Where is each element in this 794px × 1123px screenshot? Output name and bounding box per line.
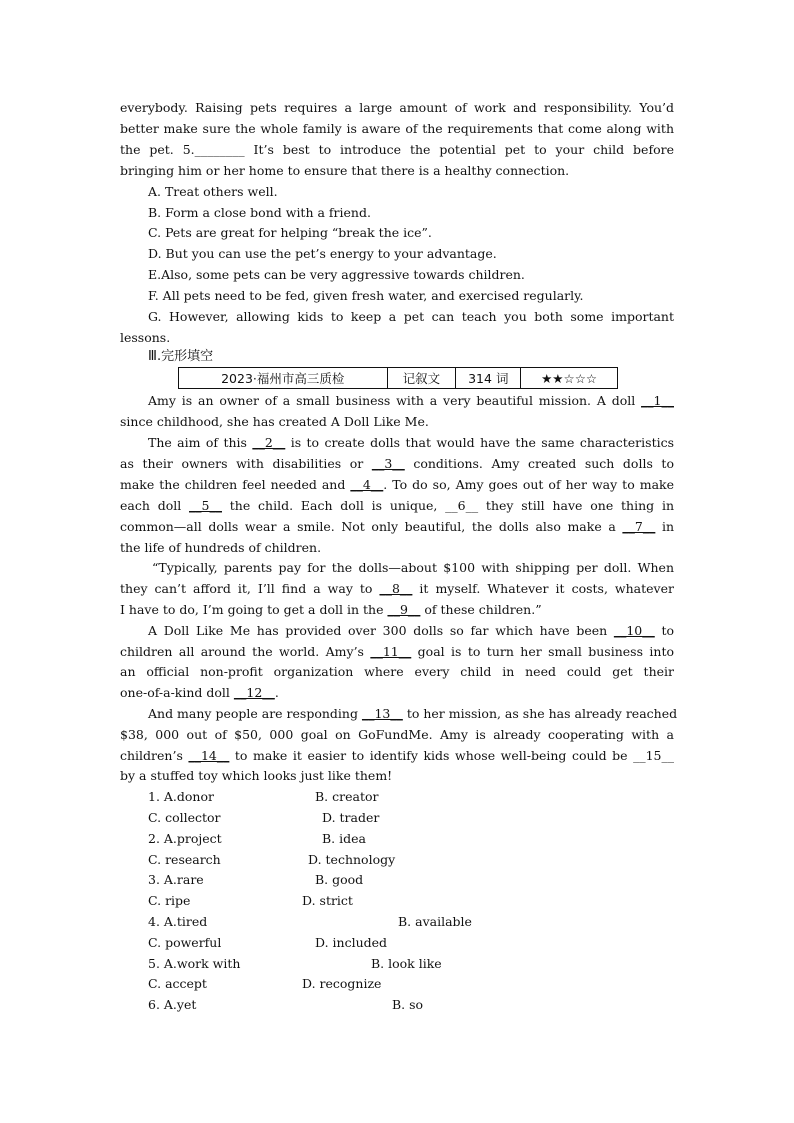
text: is to create dolls that would have the same characteristics xyxy=(285,435,675,450)
blank: __2__ xyxy=(252,435,286,450)
blank: __8__ xyxy=(379,581,413,596)
text: it myself. Whatever it costs, whatever xyxy=(412,581,674,596)
text: to make it easier to identify kids whose well-being could be __15__ xyxy=(229,748,675,763)
choice-b: B. good xyxy=(315,872,364,887)
choice-a: C. accept xyxy=(148,976,207,991)
choice-b: D. trader xyxy=(322,810,380,825)
passage-line xyxy=(148,620,674,641)
choice-b: B. creator xyxy=(315,789,379,804)
passage-info-box xyxy=(178,367,618,389)
paragraph-line: the pet. 5.________ It’s best to introduce the potential pet to your child before xyxy=(120,142,674,157)
text: to xyxy=(654,623,674,638)
blank: __3__ xyxy=(371,456,405,471)
text: they can’t afford it, I’ll find a way to xyxy=(120,581,380,596)
choice-b: B. so xyxy=(392,997,424,1012)
info-source: 2023·福州市高三质检 xyxy=(179,368,388,388)
choice-a: C. research xyxy=(148,852,221,867)
text: . xyxy=(274,685,279,700)
passage-line: an official non-profit organization where every child in need could get their xyxy=(120,664,674,679)
option-d: D. But you can use the pet’s energy to your advantage. xyxy=(148,246,497,261)
choice-b: B. look like xyxy=(371,956,442,971)
section-title: Ⅲ.完形填空 xyxy=(148,349,214,364)
passage-line xyxy=(120,495,674,516)
passage-line: the life of hundreds of children. xyxy=(120,540,322,555)
choice-a: 2. A.project xyxy=(148,831,222,846)
choice-a: 5. A.work with xyxy=(148,956,241,971)
passage-line xyxy=(120,516,674,537)
text: Amy is an owner of a small business with a very beautiful mission. A doll xyxy=(148,393,642,408)
blank: __5__ xyxy=(189,498,222,513)
passage-line: “Typically, parents pay for the dolls—about $100 with shipping per doll. When xyxy=(152,560,674,575)
passage-line xyxy=(120,682,674,703)
text: goal is to turn her small business into xyxy=(411,644,674,659)
choice-b: D. strict xyxy=(302,893,353,908)
passage-line xyxy=(148,432,674,453)
blank: __11__ xyxy=(370,644,412,659)
paragraph-line: better make sure the whole family is aware of the requirements that come along with xyxy=(120,121,674,136)
paragraph-line: bringing him or her home to ensure that there is a healthy connection. xyxy=(120,163,570,178)
text: . To do so, Amy goes out of her way to make xyxy=(383,477,674,492)
passage-line xyxy=(120,745,674,766)
blank: __4__ xyxy=(350,477,384,492)
text: each doll xyxy=(120,498,190,513)
option-e: E.Also, some pets can be very aggressive towards children. xyxy=(148,267,525,282)
info-genre: 记叙文 xyxy=(388,368,457,388)
blank: __12__ xyxy=(233,685,275,700)
text: A Doll Like Me has provided over 300 dolls so far which have been xyxy=(148,623,614,638)
blank: __14__ xyxy=(188,748,230,763)
blank: __13__ xyxy=(361,706,403,721)
text: children all around the world. Amy’s xyxy=(120,644,371,659)
passage-line xyxy=(120,578,674,599)
choice-b: B. available xyxy=(398,914,472,929)
choice-a: 4. A.tired xyxy=(148,914,208,929)
text: common—all dolls wear a smile. Not only beautiful, the dolls also make a xyxy=(120,519,623,534)
blank: __9__ xyxy=(387,602,421,617)
blank: __7__ xyxy=(622,519,656,534)
text: to her mission, as she has already reached xyxy=(402,706,678,721)
text: The aim of this xyxy=(148,435,253,450)
passage-line xyxy=(148,390,674,411)
text: make the children feel needed and xyxy=(120,477,351,492)
blank: __10__ xyxy=(613,623,655,638)
blank: __1__ xyxy=(641,393,674,408)
text: in xyxy=(655,519,674,534)
text: children’s xyxy=(120,748,189,763)
option-b: B. Form a close bond with a friend. xyxy=(148,205,371,220)
passage-line xyxy=(120,599,674,620)
text: conditions. Amy created such dolls to xyxy=(404,456,674,471)
text: one-of-a-kind doll xyxy=(120,685,234,700)
text: I have to do, I’m going to get a doll in the xyxy=(120,602,388,617)
option-g: G. However, allowing kids to keep a pet can teach you both some important xyxy=(148,309,674,324)
choice-a: 1. A.donor xyxy=(148,789,214,804)
passage-line: by a stuffed toy which looks just like them! xyxy=(120,768,393,783)
option-a: A. Treat others well. xyxy=(148,184,278,199)
choice-b: D. included xyxy=(315,935,388,950)
choice-b: D. recognize xyxy=(302,976,382,991)
passage-line xyxy=(148,703,678,724)
info-word-count: 314 词 xyxy=(456,368,521,388)
info-difficulty: ★★☆☆☆ xyxy=(541,370,598,386)
text: of these children.” xyxy=(420,602,542,617)
text: the child. Each doll is unique, __6__ they still have one thing in xyxy=(221,498,674,513)
choice-b: B. idea xyxy=(322,831,366,846)
choice-a: C. powerful xyxy=(148,935,222,950)
choice-a: C. collector xyxy=(148,810,221,825)
choice-a: 6. A.yet xyxy=(148,997,197,1012)
passage-line xyxy=(120,641,674,662)
option-f: F. All pets need to be fed, given fresh water, and exercised regularly. xyxy=(148,288,584,303)
text: as their owners with disabilities or xyxy=(120,456,372,471)
passage-line: $38, 000 out of $50, 000 goal on GoFundMe. Amy is already cooperating with a xyxy=(120,727,674,742)
passage-line xyxy=(120,474,674,495)
choice-a: C. ripe xyxy=(148,893,191,908)
text: And many people are responding xyxy=(148,706,362,721)
paragraph-line: everybody. Raising pets requires a large amount of work and responsibility. You’d xyxy=(120,100,674,115)
option-c: C. Pets are great for helping “break the ice”. xyxy=(148,225,432,240)
passage-line: since childhood, she has created A Doll Like Me. xyxy=(120,414,429,429)
option-g-continued: lessons. xyxy=(120,330,171,345)
choice-a: 3. A.rare xyxy=(148,872,204,887)
choice-b: D. technology xyxy=(308,852,396,867)
passage-line xyxy=(120,453,674,474)
